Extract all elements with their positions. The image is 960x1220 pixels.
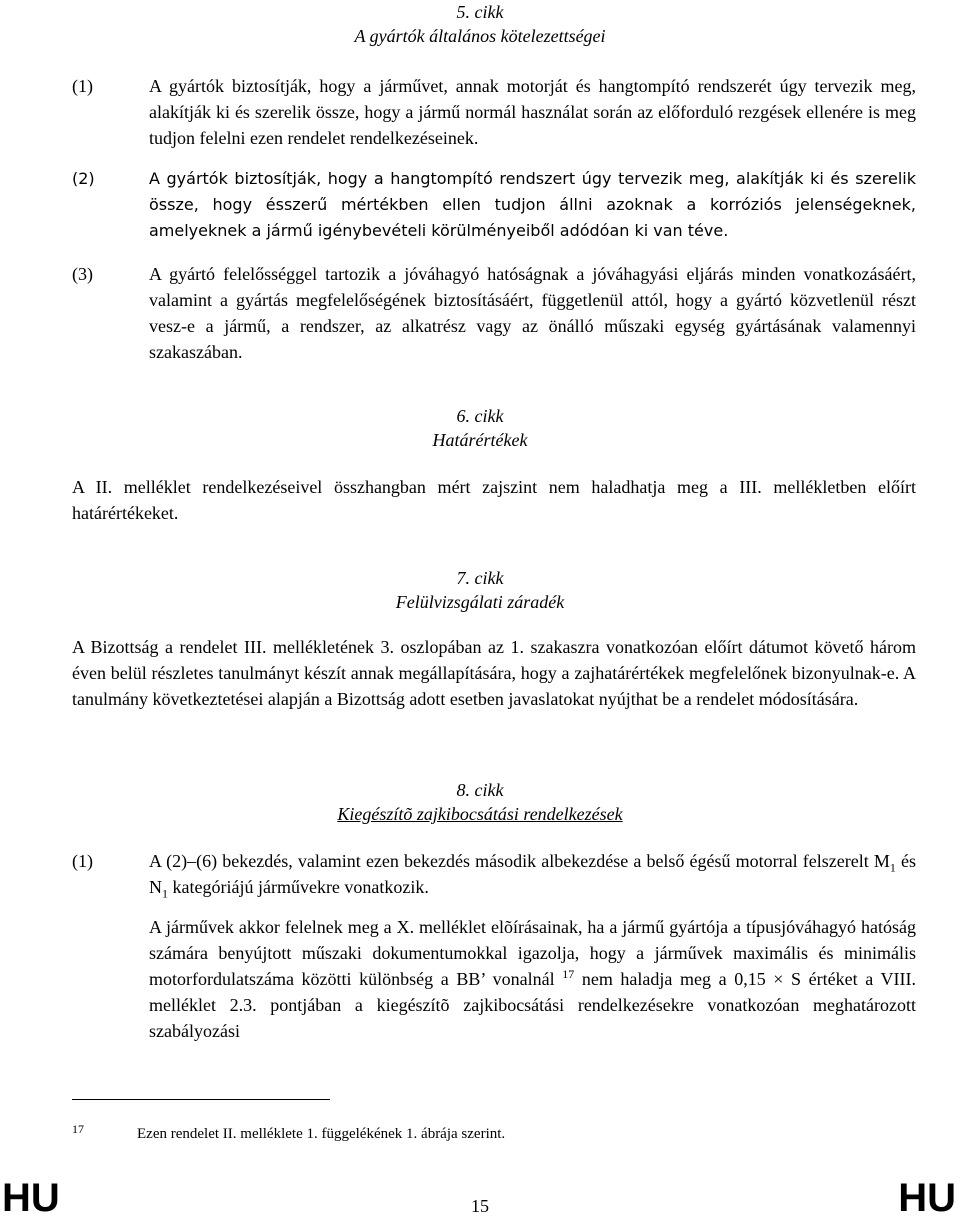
article-8-title: Kiegészítõ zajkibocsátási rendelkezések [337, 804, 623, 824]
article-5-p2-number: (2) [72, 169, 95, 188]
article-6-text: A II. melléklet rendelkezéseivel összhangban mért zajszint nem haladhatja meg a III. mellékletben előírt határértékeket. [72, 477, 916, 523]
article-5-number: 5. cikk [456, 2, 504, 22]
article-6-heading [0, 404, 960, 452]
article-8-p2-text-b: nem haladja meg a 0,15 × S értéket a VIII. melléklet 2.3. pontjában a kiegészítõ zajkibocsátási rendelkezésekre vonatkozóan meghatározott szabályozási [149, 969, 916, 1041]
article-7-number: 7. cikk [456, 568, 504, 588]
article-7-heading [0, 566, 960, 614]
article-5-title: A gyártók általános kötelezettségei [354, 26, 606, 46]
article-8-p1-text-c: kategóriájú járművekre vonatkozik. [168, 877, 429, 897]
footnote-reference[interactable]: 17 [562, 967, 575, 981]
article-7-text: A Bizottság a rendelet III. mellékletének 3. oszlopában az 1. szakaszra vonatkozóan előírt dátumot követő három éven belül részletes tanulmányt készít annak megállapítására, hogy a zajhatárértékek megfelelőnek bizonyulnak-e. A tanulmány következtetései alapján a Bizottság adott esetben javaslatokat nyújthat be a rendelet módosítására. [72, 637, 916, 709]
article-6-number: 6. cikk [456, 406, 504, 426]
footnote-text: Ezen rendelet II. melléklete 1. függelékének 1. ábrája szerint. [137, 1126, 506, 1142]
footnote-separator [72, 1099, 330, 1100]
article-8-p1-subscript-n: 1 [162, 886, 168, 901]
article-5-p1: A gyártók biztosítják, hogy a járművet, annak motorját és hangtompító rendszerét úgy tervezik meg, alakítják ki és szerelik össze, hogy a jármű normál használat során az előforduló rezgések ellenére is meg tudjon felelni ezen rendelet rendelkezéseinek. [149, 76, 916, 148]
article-8-p1-text-a: A (2)–(6) bekezdés, valamint ezen bekezdés második albekezdése a belső égésű motorral felszerelt M [149, 851, 890, 871]
article-8-p1-subscript-m: 1 [889, 860, 896, 875]
article-8-heading [0, 778, 960, 826]
article-5-heading [0, 0, 960, 48]
article-8-p1-number: (1) [72, 851, 93, 871]
footer-language-right: HU [898, 1176, 956, 1220]
article-8-p1-text-b: és N [149, 851, 916, 897]
article-5-p2: A gyártók biztosítják, hogy a hangtompító rendszert úgy tervezik meg, alakítják ki és szerelik össze, hogy ésszerű mértékben ellen tudjon állni azoknak a korróziós jelenségeknek, amelyeknek a jármű igénybevételi körülményeiből adódóan ki van téve. [149, 169, 916, 240]
article-8-p1-second-subparagraph [149, 914, 916, 1044]
article-8-number: 8. cikk [456, 780, 504, 800]
article-5-p3-number: (3) [72, 264, 93, 284]
article-8-p1 [149, 848, 916, 900]
article-5-p3: A gyártó felelősséggel tartozik a jóváhagyó hatóságnak a jóváhagyási eljárás minden vonatkozásáért, valamint a gyártás megfelelőségének biztosításáért, függetlenül attól, hogy a gyártó közvetlenül részt vesz-e a jármű, a rendszer, az alkatrész vagy az önálló műszaki egység gyártásának valamennyi szakaszában. [149, 264, 916, 362]
article-7-title: Felülvizsgálati záradék [395, 592, 565, 612]
footnote-number: 17 [72, 1122, 84, 1136]
footer-language-left: HU [2, 1176, 60, 1220]
page-number: 15 [471, 1196, 489, 1216]
article-5-p1-number: (1) [72, 76, 93, 96]
article-6-title: Határértékek [432, 430, 528, 450]
article-8-p2-text-a: A járművek akkor felelnek meg a X. melléklet elõírásainak, ha a jármű gyártója a típusjóváhagyó hatóság számára benyújtott műszaki dokumentumokkal igazolja, hogy a járművek maximális és minimális motorfordulatszáma közötti különbség a BB’ vonalnál [149, 917, 916, 989]
